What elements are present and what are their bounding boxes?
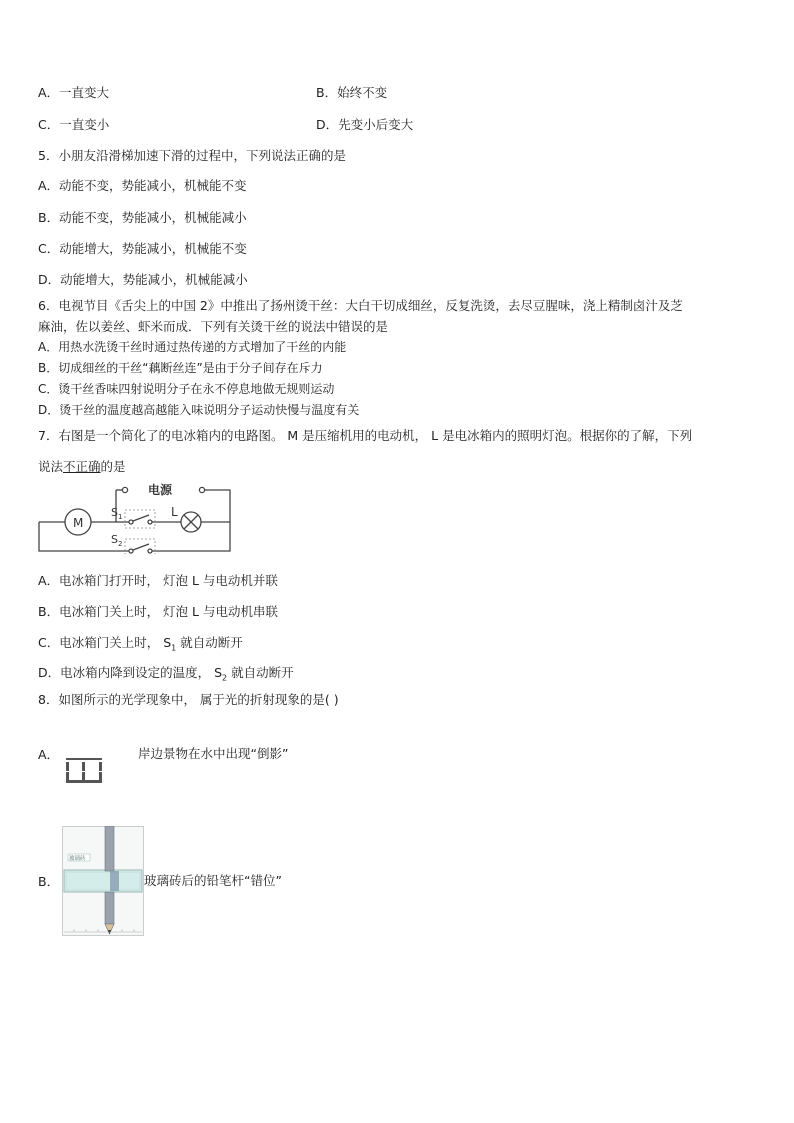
circuit-motor-label: M — [73, 516, 84, 530]
q7-option-d: D．电冰箱内降到设定的温度， $S_2$ 就自动断开 — [38, 665, 294, 683]
q7-option-c: C．电冰箱门关上时， $S_1$ 就自动断开 — [38, 635, 243, 653]
q4-option-a: A．一直变大 — [38, 85, 110, 100]
circuit-s2-label: $S_2$ — [111, 533, 123, 548]
q8-stem: 8．如图所示的光学现象中， 属于光的折射现象的是( ) — [38, 692, 339, 707]
q7-stem-line1: 7．右图是一个简化了的电冰箱内的电路图。 M 是压缩机用的电动机， L 是电冰箱内的照明灯泡。根据你的了解，下列 — [38, 428, 693, 443]
q8-option-a-letter: A． — [38, 747, 60, 762]
q5-option-c: C．动能增大，势能减小，机械能不变 — [38, 241, 247, 256]
q5-option-d: D．动能增大，势能减小，机械能减小 — [38, 272, 248, 287]
q6-stem-line1: 6．电视节目《舌尖上的中国 2》中推出了扬州烫干丝：大白干切成细丝，反复洗烫，去尽豆腥味，浇上精制卤汁及芝 — [38, 298, 683, 313]
q6-option-a: A．用热水洗烫干丝时通过热传递的方式增加了干丝的内能 — [38, 340, 347, 354]
glass-brick-pencil-image — [62, 826, 144, 936]
q6-option-c: C．烫干丝香味四射说明分子在永不停息地做无规则运动 — [38, 382, 335, 396]
circuit-lamp-label: L — [171, 505, 178, 519]
reflection-image — [64, 758, 104, 786]
q5-option-b: B．动能不变，势能减小，机械能减小 — [38, 210, 247, 225]
q4-option-b: B．始终不变 — [316, 85, 388, 100]
q7-option-a: A．电冰箱门打开时， 灯泡 L 与电动机并联 — [38, 573, 278, 588]
circuit-power-label: 电源 — [148, 483, 173, 497]
glass-brick-label: 玻璃砖 — [69, 856, 86, 862]
q5-option-a: A．动能不变，势能减小，机械能不变 — [38, 178, 247, 193]
q6-stem-line2: 麻油，佐以姜丝、虾米而成．下列有关烫干丝的说法中错误的是 — [38, 319, 389, 334]
circuit-s1-label: $S_1$ — [111, 506, 123, 521]
q8-option-a-text: 岸边景物在水中出现“倒影” — [138, 746, 289, 761]
q4-option-c: C．一直变小 — [38, 117, 110, 132]
q4-option-d: D．先变小后变大 — [316, 117, 414, 132]
q8-option-b-letter: B． — [38, 874, 60, 889]
q6-option-d: D．烫干丝的温度越高越能入味说明分子运动快慢与温度有关 — [38, 403, 360, 417]
q8-option-b-text: 玻璃砖后的铅笔杆“错位” — [144, 873, 282, 888]
q7-stem-line2: 说法不正确的是 — [38, 459, 126, 474]
q6-option-b: B．切成细丝的干丝“藕断丝连”是由于分子间存在斥力 — [38, 361, 323, 375]
q7-option-b: B．电冰箱门关上时， 灯泡 L 与电动机串联 — [38, 604, 278, 619]
q5-stem: 5．小朋友沿滑梯加速下滑的过程中，下列说法正确的是 — [38, 148, 346, 163]
fridge-circuit-diagram — [36, 480, 240, 554]
